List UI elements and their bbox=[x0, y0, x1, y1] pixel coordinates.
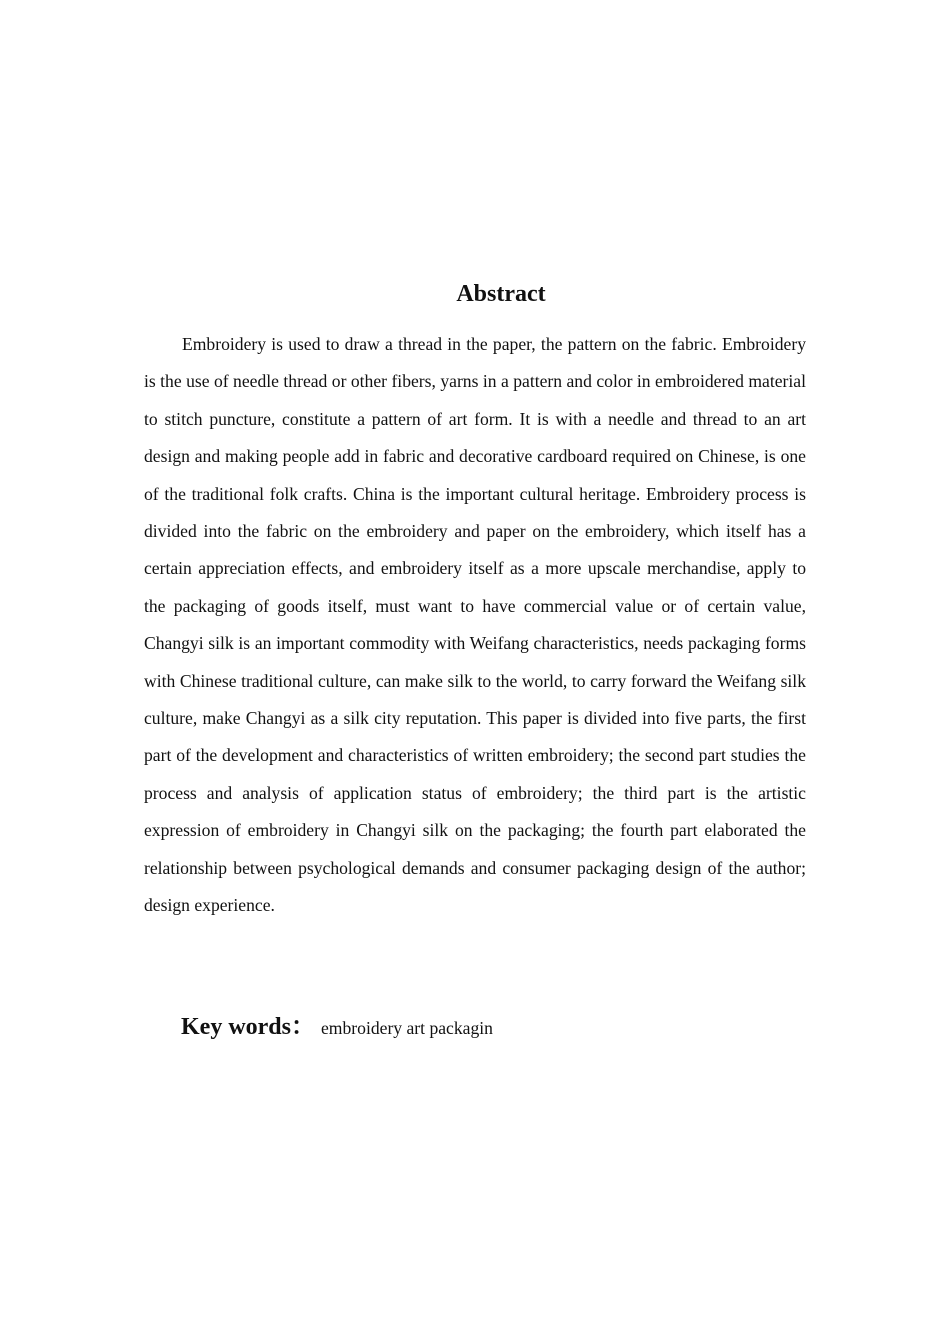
keywords-line bbox=[181, 1008, 781, 1049]
keywords-values: embroidery art packagin bbox=[321, 1018, 493, 1038]
keywords-label: Key words bbox=[181, 1014, 291, 1040]
abstract-paragraph: Embroidery is used to draw a thread in the paper, the pattern on the fabric. Embroidery is the use of needle thread or other fibers, yarns in a pattern and color in embroidered material to stitch puncture, constitute a pattern of art form. It is with a needle and thread to an art design and making people add in fabric and decorative cardboard required on Chinese, is one of the traditional folk crafts. China is the important cultural heritage. Embroidery process is divided into the fabric on the embroidery and paper on the embroidery, which itself has a certain appreciation effects, and embroidery itself as a more upscale merchandise, apply to the packaging of goods itself, must want to have commercial value or of certain value, Changyi silk is an important commodity with Weifang characteristics, needs packaging forms with Chinese traditional culture, can make silk to the world, to carry forward the Weifang silk culture, make Changyi as a silk city reputation. This paper is divided into five parts, the first part of the development and characteristics of written embroidery; the second part studies the process and analysis of application status of embroidery; the third part is the artistic expression of embroidery in Changyi silk on the packaging; the fourth part elaborated the relationship between psychological demands and consumer packaging design of the author; design experience. bbox=[144, 334, 806, 916]
keywords-colon: ： bbox=[291, 1014, 315, 1040]
abstract-title: Abstract bbox=[456, 281, 546, 307]
